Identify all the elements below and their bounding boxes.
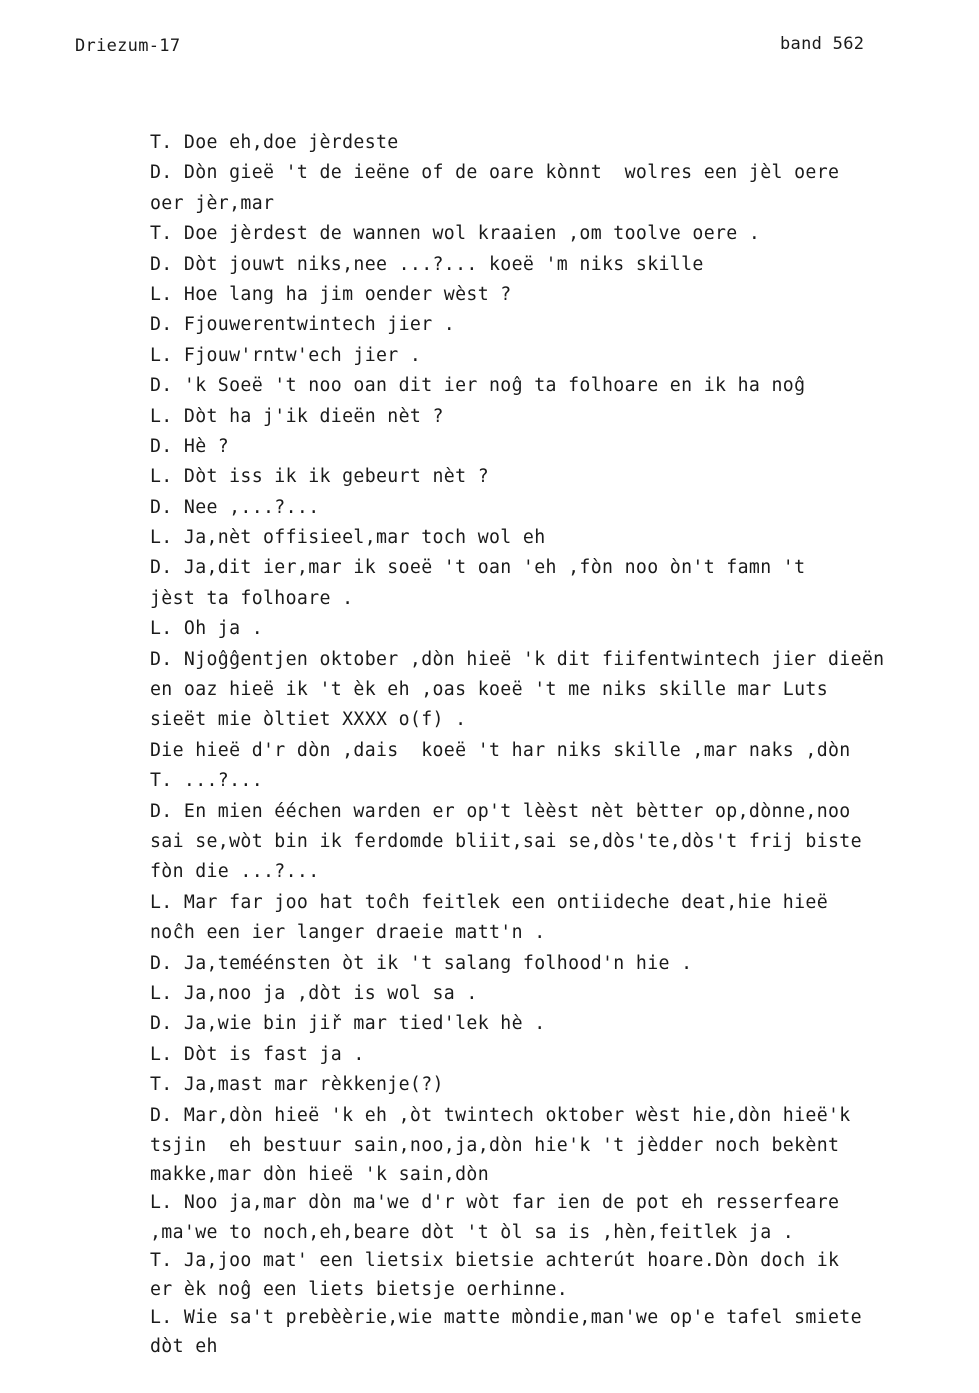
transcript-line: L. Ja,noo ja ,dòt is wol sa .: [150, 982, 478, 1004]
transcript-line: Die hieë d'r dòn ,dais koeë 't har niks skille ,mar naks ,dòn: [150, 739, 851, 761]
transcript-body: [150, 128, 965, 1360]
transcript-line: D. En mien ééchen warden er op't lèèst nèt bètter op,dònne,noo: [150, 800, 851, 822]
transcript-line: makke,mar dòn hieë 'k sain,dòn: [150, 1164, 489, 1186]
transcript-line: sieët mie òltiet XXXX o(f) .: [150, 709, 467, 731]
transcript-line: fòn die ...?...: [150, 861, 320, 883]
transcript-line: L. Noo ja,mar dòn ma'we d'r wòt far ien de pot eh resserfeare: [150, 1192, 840, 1214]
transcript-line: L. Wie sa't prebèèrie,wie matte mòndie,man'we op'e tafel smiete: [150, 1307, 862, 1329]
transcript-line: noĉh een ier langer draeie matt'n .: [150, 922, 546, 944]
transcript-line: D. Mar,dòn hieë 'k eh ,òt twintech oktober wèst hie,dòn hieë'k: [150, 1104, 851, 1126]
transcript-line: tsjin eh bestuur sain,noo,ja,dòn hie'k 't jèdder noch bekènt: [150, 1134, 840, 1156]
transcript-line: D. Nee ,...?...: [150, 496, 320, 518]
transcript-line: D. Fjouwerentwintech jier .: [150, 314, 456, 336]
transcript-line: er èk noĝ een liets bietsje oerhinne.: [150, 1279, 569, 1301]
transcript-line: D. Dòn gieë 't de ieëne of de oare kònnt wolres een jèl oere: [150, 162, 840, 184]
transcript-line: sai se,wòt bin ik ferdomde bliit,sai se,dòs'te,dòs't frij biste: [150, 830, 862, 852]
transcript-line: dòt eh: [150, 1336, 218, 1358]
transcript-line: L. Dòt is fast ja .: [150, 1043, 365, 1065]
transcript-line: ,ma'we to noch,eh,beare dòt 't òl sa is ,hèn,feitlek ja .: [150, 1221, 795, 1243]
transcript-line: L. Dòt iss ik ik gebeurt nèt ?: [150, 466, 489, 488]
transcript-line: T. Doe jèrdest de wannen wol kraaien ,om toolve oere .: [150, 223, 761, 245]
tape-number: band 562: [780, 34, 865, 54]
transcript-line: jèst ta folhoare .: [150, 587, 354, 609]
transcript-line: L. Fjouw'rntw'ech jier .: [150, 344, 422, 366]
transcript-line: L. Ja,nèt offisieel,mar toch wol eh: [150, 527, 546, 549]
transcript-line: L. Hoe lang ha jim oender wèst ?: [150, 283, 512, 305]
transcript-line: D. Ja,wie bin jiř mar tied'lek hè .: [150, 1013, 546, 1035]
transcript-line: D. Ja,teméénsten òt ik 't salang folhood'n hie .: [150, 952, 693, 974]
transcript-line: oer jèr,mar: [150, 192, 275, 214]
transcript-line: T. Doe eh,doe jèrdeste: [150, 132, 399, 153]
transcript-line: T. Ja,mast mar rèkkenje(?): [150, 1074, 444, 1096]
transcript-line: en oaz hieë ik 't èk eh ,oas koeë 't me niks skille mar Luts: [150, 679, 828, 701]
transcript-line: L. Oh ja .: [150, 618, 263, 640]
transcript-line: D. 'k Soeë 't noo oan dit ier noĝ ta folhoare en ik ha noĝ: [150, 375, 806, 397]
transcript-line: L. Dòt ha j'ik dieën nèt ?: [150, 405, 444, 427]
transcript-line: T. ...?...: [150, 770, 263, 792]
transcript-line: D. Hè ?: [150, 435, 230, 457]
transcript-line: L. Mar far joo hat toĉh feitlek een ontiideche deat,hie hieë: [150, 891, 828, 913]
transcript-line: D. Dòt jouwt niks,nee ...?... koeë 'm niks skille: [150, 253, 704, 275]
transcript-line: T. Ja,joo mat' een lietsix bietsie achterút hoare.Dòn doch ik: [150, 1249, 840, 1271]
transcript-line: D. Ja,dit ier,mar ik soeë 't oan 'eh ,fòn noo òn't famn 't: [150, 557, 806, 579]
transcript-line: D. Njoĝĝentjen oktober ,dòn hieë 'k dit fiifentwintech jier dieën: [150, 648, 885, 670]
document-id: Driezum-17: [75, 36, 181, 56]
